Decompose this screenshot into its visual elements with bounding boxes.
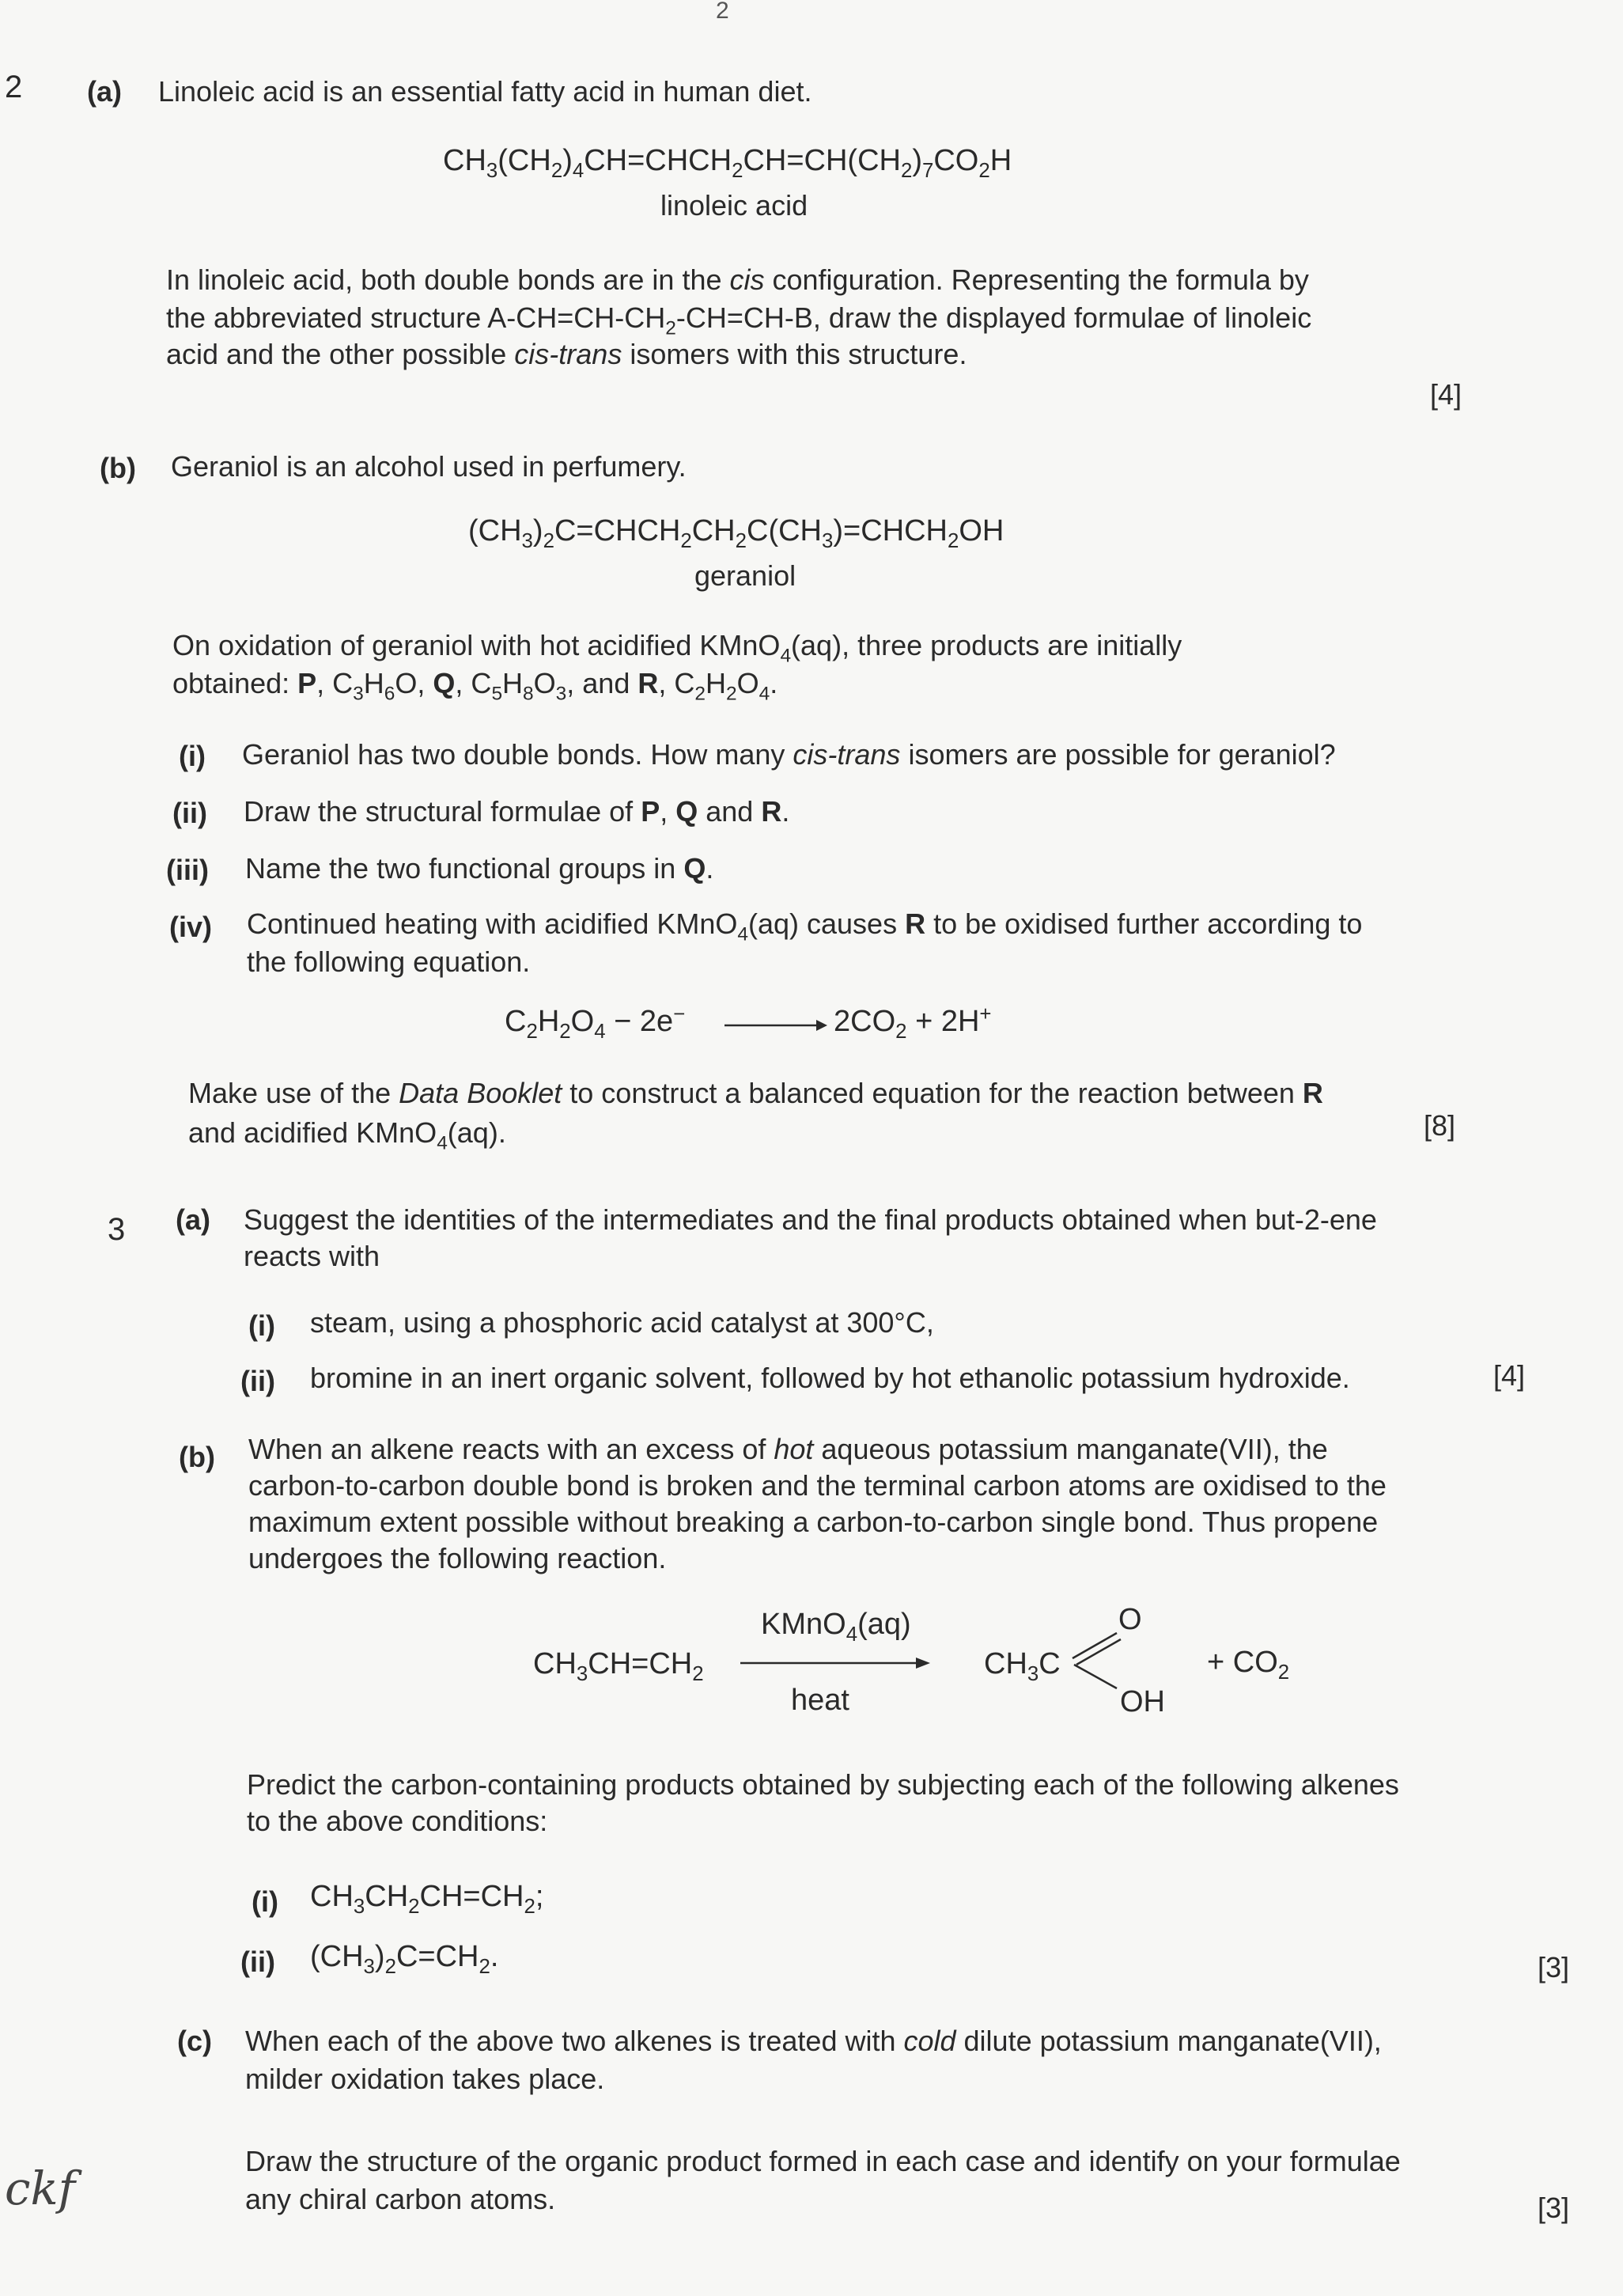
q3b-predict-line-2: to the above conditions:: [247, 1805, 548, 1837]
question-2-number: 2: [5, 70, 23, 104]
page-top-mark: 2: [716, 0, 729, 24]
q3a-ii-text: bromine in an inert organic solvent, followed by hot ethanolic potassium hydroxide.: [310, 1362, 1350, 1394]
linoleic-acid-name: linoleic acid: [660, 189, 808, 222]
q2b-databooklet-line-1: Make use of the Data Booklet to construct a balanced equation for the reaction between R: [188, 1077, 1323, 1109]
q2b-label: (b): [100, 452, 136, 484]
q3b-label: (b): [179, 1441, 215, 1473]
q3b-line-4: undergoes the following reaction.: [248, 1542, 667, 1574]
q2b-oxidation-line-2: obtained: P, $C_3H_6O$, Q, $C_5H_8O_3$, and R, $C_2H_2O_4$.: [172, 667, 778, 705]
q3c-line-1: When each of the above two alkenes is treated with cold dilute potassium manganate(VII),: [245, 2025, 1382, 2057]
geraniol-name: geraniol: [694, 559, 796, 592]
q3a-i-text: steam, using a phosphoric acid catalyst at 300°C,: [310, 1306, 934, 1339]
q2a-para-line-2: the abbreviated structure $A-CH=CH-CH_2-CH=CH-B$, draw the displayed formulae of linoleic: [166, 301, 1312, 339]
q3a-line-2: reacts with: [244, 1240, 380, 1272]
geraniol-formula: $(CH_3)_2C=CHCH_2CH_2C(CH_3)=CHCH_2OH$: [468, 514, 1004, 553]
half-equation-left: $C_2H_2O_4 - 2e^-$: [505, 1003, 686, 1044]
question-3-number: 3: [108, 1212, 126, 1247]
q3c-line-4: any chiral carbon atoms.: [245, 2183, 556, 2215]
reagent-heat: heat: [791, 1684, 849, 1717]
acid-product-ch3c: $CH_3C$: [984, 1647, 1061, 1686]
q3b-line-1: When an alkene reacts with an excess of hot aqueous potassium manganate(VII), the: [248, 1433, 1328, 1465]
q3b-line-2: carbon-to-carbon double bond is broken and the terminal carbon atoms are oxidised to the: [248, 1469, 1387, 1502]
q2b-iii-text: Name the two functional groups in Q.: [245, 852, 714, 885]
q2b-iv-line-1: Continued heating with acidified KMnO$_4$(aq) causes R to be oxidised further according to: [247, 907, 1363, 945]
q2b-oxidation-line-1: On oxidation of geraniol with hot acidified KMnO$_4$(aq), three products are initially: [172, 629, 1182, 667]
q2b-databooklet-line-2: and acidified KMnO$_4$(aq).: [188, 1116, 506, 1154]
q2b-ii-label: (ii): [172, 797, 207, 829]
half-equation-right: $2CO_2 + 2H^+$: [834, 1003, 992, 1044]
q3b-i-label: (i): [252, 1885, 278, 1918]
q3c-marks: [3]: [1538, 2192, 1570, 2224]
q2b-ii-text: Draw the structural formulae of P, Q and R.: [244, 795, 790, 828]
q2b-i-text: Geraniol has two double bonds. How many cis-trans isomers are possible for geraniol?: [242, 738, 1336, 771]
q2b-iv-line-2: the following equation.: [247, 945, 531, 978]
q2a-intro: Linoleic acid is an essential fatty acid in human diet.: [158, 75, 812, 108]
q3b-predict-line-1: Predict the carbon-containing products obtained by subjecting each of the following alkenes: [247, 1768, 1399, 1801]
q2b-intro: Geraniol is an alcohol used in perfumery.: [171, 450, 687, 483]
q3a-label: (a): [176, 1203, 210, 1236]
q3b-i-formula: $CH_3CH_2CH=CH_2$;: [310, 1880, 544, 1919]
q3c-line-3: Draw the structure of the organic product formed in each case and identify on your formulae: [245, 2145, 1401, 2177]
q2a-marks: [4]: [1430, 378, 1462, 411]
q3a-marks: [4]: [1493, 1359, 1526, 1392]
hydroxyl-group: OH: [1120, 1685, 1165, 1718]
q3c-label: (c): [177, 2025, 212, 2057]
q2b-iv-label: (iv): [169, 911, 212, 943]
q2b-marks: [8]: [1424, 1109, 1456, 1142]
q3b-ii-label: (ii): [240, 1946, 275, 1978]
q2a-para-line-3: acid and the other possible cis-trans isomers with this structure.: [166, 338, 967, 370]
reagent-kmno4: KMnO$_4$(aq): [761, 1608, 911, 1646]
linoleic-acid-formula: $CH_3(CH_2)_4CH=CHCH_2CH=CH(CH_2)_7CO_2H$: [443, 144, 1012, 183]
q3b-ii-formula: $(CH_3)_2C=CH_2$.: [310, 1940, 499, 1979]
plus-co2: + $CO_2$: [1207, 1646, 1290, 1684]
q2a-label: (a): [87, 75, 122, 108]
carbonyl-oxygen: O: [1118, 1603, 1142, 1636]
q3c-line-2: milder oxidation takes place.: [245, 2063, 605, 2095]
q3a-i-label: (i): [248, 1309, 275, 1342]
q2b-i-label: (i): [179, 740, 206, 772]
q2b-iii-label: (iii): [166, 854, 209, 886]
q3b-marks: [3]: [1538, 1951, 1570, 1983]
reaction-arrow: [737, 1654, 933, 1673]
handwritten-initials: ckf: [5, 2161, 76, 2215]
propene-reactant: $CH_3CH=CH_2$: [533, 1647, 704, 1686]
q2a-para-line-1: In linoleic acid, both double bonds are in the cis configuration. Representing the formula by: [166, 263, 1309, 296]
q3a-line-1: Suggest the identities of the intermediates and the final products obtained when but-2-ene: [244, 1203, 1377, 1236]
q3a-ii-label: (ii): [240, 1365, 275, 1397]
q3b-line-3: maximum extent possible without breaking a carbon-to-carbon single bond. Thus propene: [248, 1506, 1379, 1538]
half-equation-arrow: [721, 1016, 830, 1035]
